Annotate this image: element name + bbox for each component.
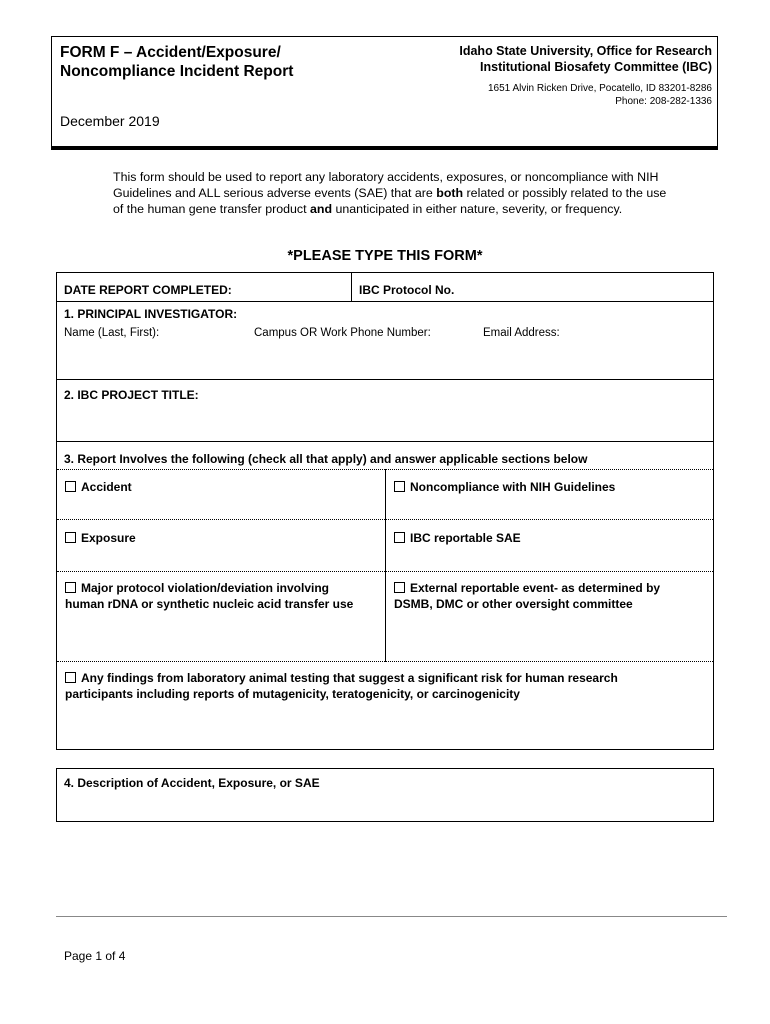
external-event-checkbox[interactable]	[394, 582, 405, 593]
row-divider	[57, 571, 713, 572]
noncompliance-label: Noncompliance with NIH Guidelines	[410, 480, 616, 494]
form-title	[60, 43, 293, 81]
intro-bold-and: and	[310, 202, 333, 216]
date-completed-field[interactable]: DATE REPORT COMPLETED:	[64, 283, 232, 297]
noncompliance-checkbox[interactable]	[394, 481, 405, 492]
external-event-line2: DSMB, DMC or other oversight committee	[394, 597, 633, 611]
section4-heading: 4. Description of Accident, Exposure, or SAE	[64, 776, 320, 790]
name-field[interactable]: Name (Last, First):	[64, 327, 160, 339]
form-date: December 2019	[60, 113, 160, 129]
report-table	[56, 272, 714, 750]
row1-divider	[351, 273, 352, 301]
animal-testing-line1: Any findings from laboratory animal testing that suggest a significant risk for human research	[81, 671, 618, 685]
sae-option[interactable]	[394, 530, 521, 546]
project-title-field[interactable]: 2. IBC PROJECT TITLE:	[64, 388, 199, 402]
form-title-line1: FORM F – Accident/Exposure/	[60, 44, 281, 61]
external-event-line1: External reportable event- as determined by	[410, 581, 661, 595]
org-line1: Idaho State University, Office for Research	[459, 44, 712, 58]
address-line2: Phone: 208-282-1336	[615, 96, 712, 107]
intro-bold-both: both	[436, 186, 464, 200]
row-divider	[57, 441, 713, 442]
section3-heading: 3. Report Involves the following (check all that apply) and answer applicable sections below	[64, 452, 588, 466]
intro-text-b: related or possibly related to the use of the human gene transfer product	[113, 186, 667, 216]
organization	[459, 43, 712, 75]
address-line1: 1651 Alvin Ricken Drive, Pocatello, ID 83201-8286	[487, 83, 712, 94]
intro-text-a: This form should be used to report any laboratory accidents, exposures, or noncompliance with NIH Guidelines and ALL serious adverse events (SAE) that are	[113, 170, 659, 200]
protocol-violation-checkbox[interactable]	[65, 582, 76, 593]
noncompliance-option[interactable]	[394, 479, 615, 495]
sae-label: IBC reportable SAE	[410, 531, 521, 545]
options-divider	[385, 469, 386, 662]
org-line2: Institutional Biosafety Committee (IBC)	[480, 60, 712, 74]
protocol-number-field[interactable]: IBC Protocol No.	[359, 283, 455, 297]
pi-label: 1. PRINCIPAL INVESTIGATOR:	[64, 307, 238, 321]
form-header	[51, 36, 718, 150]
footer-divider	[56, 916, 727, 917]
row-divider	[57, 301, 713, 302]
external-event-option[interactable]	[394, 580, 660, 612]
accident-label: Accident	[81, 480, 132, 494]
protocol-violation-line1: Major protocol violation/deviation involving	[81, 581, 330, 595]
description-box[interactable]	[56, 768, 714, 822]
form-title-line2: Noncompliance Incident Report	[60, 63, 294, 80]
exposure-label: Exposure	[81, 531, 136, 545]
animal-testing-option[interactable]	[65, 670, 618, 702]
page-number: Page 1 of 4	[64, 949, 126, 963]
email-field[interactable]: Email Address:	[483, 327, 560, 339]
phone-field[interactable]: Campus OR Work Phone Number:	[254, 327, 431, 339]
row-divider	[57, 519, 713, 520]
animal-testing-checkbox[interactable]	[65, 672, 76, 683]
accident-option[interactable]	[65, 479, 132, 495]
exposure-checkbox[interactable]	[65, 532, 76, 543]
exposure-option[interactable]	[65, 530, 136, 546]
org-address	[488, 82, 712, 108]
animal-testing-line2: participants including reports of mutagenicity, teratogenicity, or carcinogenicity	[65, 687, 520, 701]
protocol-violation-line2: human rDNA or synthetic nucleic acid transfer use	[65, 597, 354, 611]
row-divider	[57, 379, 713, 380]
sae-checkbox[interactable]	[394, 532, 405, 543]
intro-text-c: unanticipated in either nature, severity, or frequency.	[332, 202, 623, 216]
protocol-violation-option[interactable]	[65, 580, 353, 612]
accident-checkbox[interactable]	[65, 481, 76, 492]
type-instruction: *PLEASE TYPE THIS FORM*	[287, 248, 483, 264]
row-divider	[57, 661, 713, 662]
intro-paragraph	[113, 169, 673, 217]
